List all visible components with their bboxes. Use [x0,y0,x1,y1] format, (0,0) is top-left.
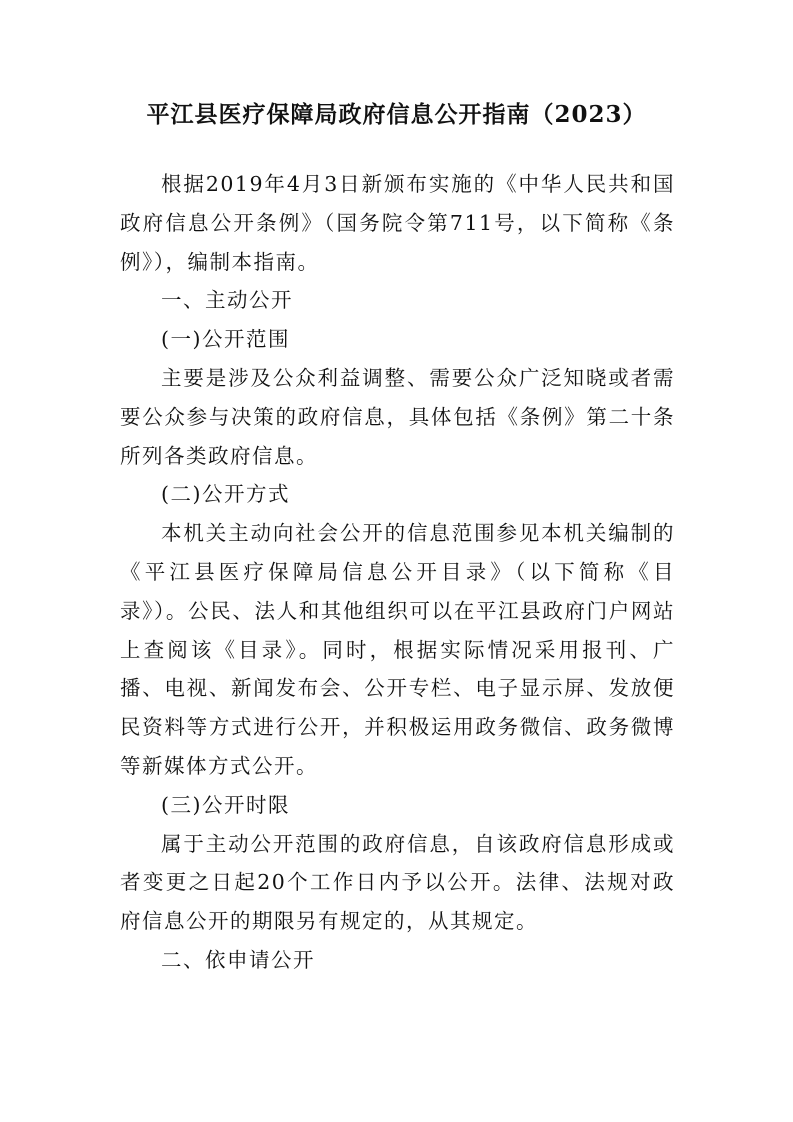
document-title: 平江县医疗保障局政府信息公开指南（2023） [146,101,647,128]
time-limit-paragraph: 属于主动公开范围的政府信息，自该政府信息形成或者变更之日起20个工作日内予以公开。法律、法规对政府信息公开的期限另有规定的，从其规定。 [120,831,675,934]
subheading-time-limit: (三)公开时限 [161,792,290,817]
method-paragraph: 本机关主动向社会公开的信息范围参见本机关编制的《平江县医疗保障局信息公开目录》（以下简称《目录》）。公民、法人和其他组织可以在平江县政府门户网站上查阅该《目录》。同时，根据实际情况采用报刊、广播、电视、新闻发布会、公开专栏、电子显示屏、发放便民资料等方式进行公开，并积极运用政务微信、政务微博等新媒体方式公开。 [120,521,675,778]
subheading-scope: (一)公开范围 [161,327,290,352]
section-heading-on-request: 二、依申请公开 [161,947,315,972]
subheading-method: (二)公开方式 [161,482,290,507]
scope-paragraph: 主要是涉及公众利益调整、需要公众广泛知晓或者需要公众参与决策的政府信息，具体包括《条例》第二十条所列各类政府信息。 [120,365,675,468]
section-heading-active-disclosure: 一、主动公开 [161,288,293,313]
document-body [120,165,675,980]
intro-paragraph: 根据2019年4月3日新颁布实施的《中华人民共和国政府信息公开条例》（国务院令第711号，以下简称《条例》），编制本指南。 [120,172,675,274]
